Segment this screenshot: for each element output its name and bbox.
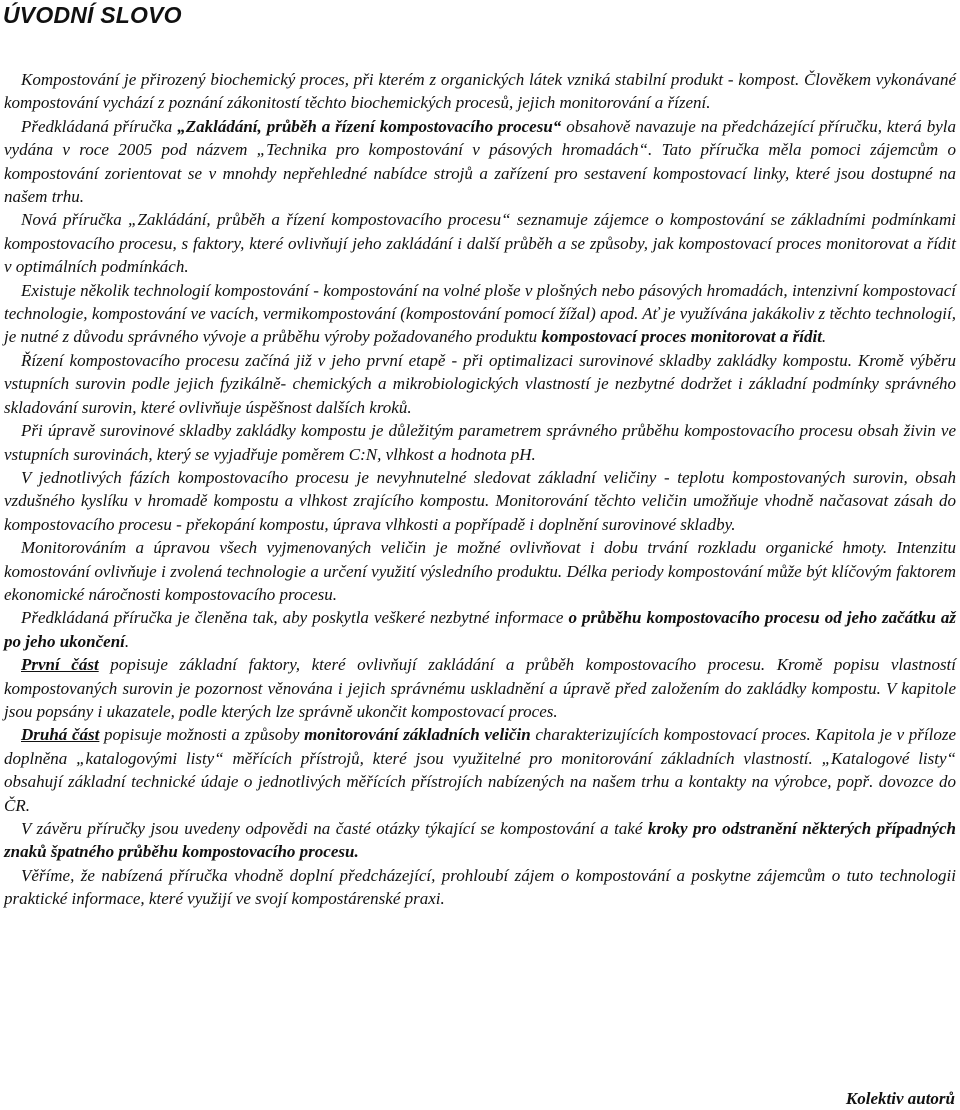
paragraph-text: Předkládaná příručka xyxy=(21,116,178,136)
paragraph-text: popisuje možnosti a způsoby xyxy=(99,725,305,745)
emphasized-text: „Zakládání, průběh a řízení kompostovacího procesu“ xyxy=(177,116,562,136)
paragraph-text: Věříme, že nabízená příručka vhodně doplní předcházející, prohloubí zájem o kompostování a poskytne zájemcům o tuto technologii praktické informace, které využijí ve svojí kompostárenské praxi. xyxy=(4,865,956,909)
page-title: ÚVODNÍ SLOVO xyxy=(3,2,182,28)
paragraph xyxy=(4,466,956,536)
paragraph xyxy=(4,723,956,817)
paragraph-text: Existuje několik technologií kompostování - kompostování na volné ploše v plošných nebo pásových hromadách, intenzivní kompostovací technologie, kompostování ve vacích, vermikompostování (kompostování pomocí žížal) apod. Ať je využívána jakákoliv z těchto technologií, je nutné z důvodu správného vývoje a průběhu výroby požadovaného produktu xyxy=(4,280,956,347)
emphasized-text: monitorování základních veličin xyxy=(304,725,531,745)
emphasized-text: kompostovací proces monitorovat a řídit xyxy=(541,327,822,347)
paragraph-text: . xyxy=(821,327,827,347)
paragraph xyxy=(4,208,956,278)
paragraph xyxy=(4,606,956,653)
emphasized-text: o průběhu kompostovacího procesu od jeho začátku až po jeho ukončení xyxy=(4,608,956,651)
paragraph xyxy=(4,419,956,466)
paragraph xyxy=(4,536,956,606)
body-text xyxy=(4,68,956,911)
paragraph-text: Monitorováním a úpravou všech vyjmenovaných veličin je možné ovlivňovat i dobu trvání rozkladu organické hmoty. Intenzitu komostování ovlivňuje i zvolená technologie a určení využití výsledního produktu. Délka periody kompostování může být klíčovým faktorem ekonomické náročnosti kompostovacího procesu. xyxy=(4,538,956,604)
emphasized-text: kroky pro odstranění některých případných znaků špatného průběhu kompostovacího procesu. xyxy=(4,819,956,862)
paragraph-text: popisuje základní faktory, které ovlivňují zakládání a průběh kompostovacího procesu. Kromě popisu vlastností kompostovaných surovin je pozornost věnována i jejich správnému uskladnění a úpravě před založením do zakládky kompostu. V kapitole jsou popsány i ukazatele, podle kterých lze správně ukončit kompostovací proces. xyxy=(4,655,957,721)
paragraph-text: Kompostování je přirozený biochemický proces, při kterém z organických látek vzniká stabilní produkt - kompost. Člověkem vykonávané kompostování vychází z poznání zákonitostí těchto biochemických procesů, jejich monitorování a řízení. xyxy=(4,70,956,113)
paragraph-text: charakterizujících kompostovací proces. Kapitola je v příloze doplněna „katalogovými listy“ měřících přístrojů, které jsou využitelné pro monitorování základních vlastností. „Katalogové listy“ obsahují základní technické údaje o jednotlivých měřících přístrojích nabízených na našem trhu a kontakty na výrobce, popř. dovozce do ČR. xyxy=(4,725,957,815)
paragraph xyxy=(4,864,956,911)
paragraph xyxy=(4,115,956,209)
paragraph-text: Při úpravě surovinové skladby zakládky kompostu je důležitým parametrem správného průběhu kompostovacího procesu obsah živin ve vstupních surovinách, který se vyjadřuje poměrem C:N, vlhkost a hodnota pH. xyxy=(4,421,956,464)
emphasized-text: Druhá část xyxy=(21,725,100,745)
paragraph-text: . xyxy=(124,631,130,651)
paragraph xyxy=(4,653,956,723)
emphasized-text: První část xyxy=(21,655,99,675)
paragraph-text: obsahově navazuje na předcházející příručku, která byla vydána v roce 2005 pod názvem „Technika pro kompostování v pásových hromadách“. Tato příručka měla pomoci zájemcům o kompostování zorientovat se v mnohdy nepřehledné nabídce strojů a zařízení pro sestavení kompostovací linky, které jsou dostupné na našem trhu. xyxy=(4,116,957,207)
paragraph xyxy=(4,817,956,864)
paragraph-text: V závěru příručky jsou uvedeny odpovědi na časté otázky týkající se kompostování a také xyxy=(21,819,648,838)
paragraph-text: Nová příručka „Zakládání, průběh a řízení kompostovacího procesu“ seznamuje zájemce o kompostování se základními podmínkami kompostovacího procesu, s faktory, které ovlivňují jeho zakládání i další průběh a se způsoby, jak kompostovací proces monitorovat a řídit v optimálních podmínkách. xyxy=(4,210,956,277)
paragraph-text: V jednotlivých fázích kompostovacího procesu je nevyhnutelné sledovat základní veličiny - teplotu kompostovaných surovin, obsah vzdušného kyslíku v hromadě kompostu a vlhkost zrajícího kompostu. Monitorování těchto veličin umožňuje vhodně načasovat zásah do kompostovacího procesu - překopání kompostu, úprava vlhkosti a popřípadě i doplnění surovinové skladby. xyxy=(4,467,956,534)
paragraph xyxy=(4,68,956,115)
paragraph xyxy=(4,349,956,419)
paragraph-text: Předkládaná příručka je členěna tak, aby poskytla veškeré nezbytné informace xyxy=(21,608,569,628)
paragraph-text: Řízení kompostovacího procesu začíná již v jeho první etapě - při optimalizaci surovinové skladby zakládky kompostu. Kromě výběru vstupních surovin podle jejich fyzikálně- chemických a mikrobiologických vlastností je nezbytné dodržet i základní podmínky správného skladování surovin, které ovlivňuje úspěšnost dalších kroků. xyxy=(4,350,956,417)
paragraph xyxy=(4,279,956,349)
signature: Kolektiv autorů xyxy=(845,1089,955,1108)
